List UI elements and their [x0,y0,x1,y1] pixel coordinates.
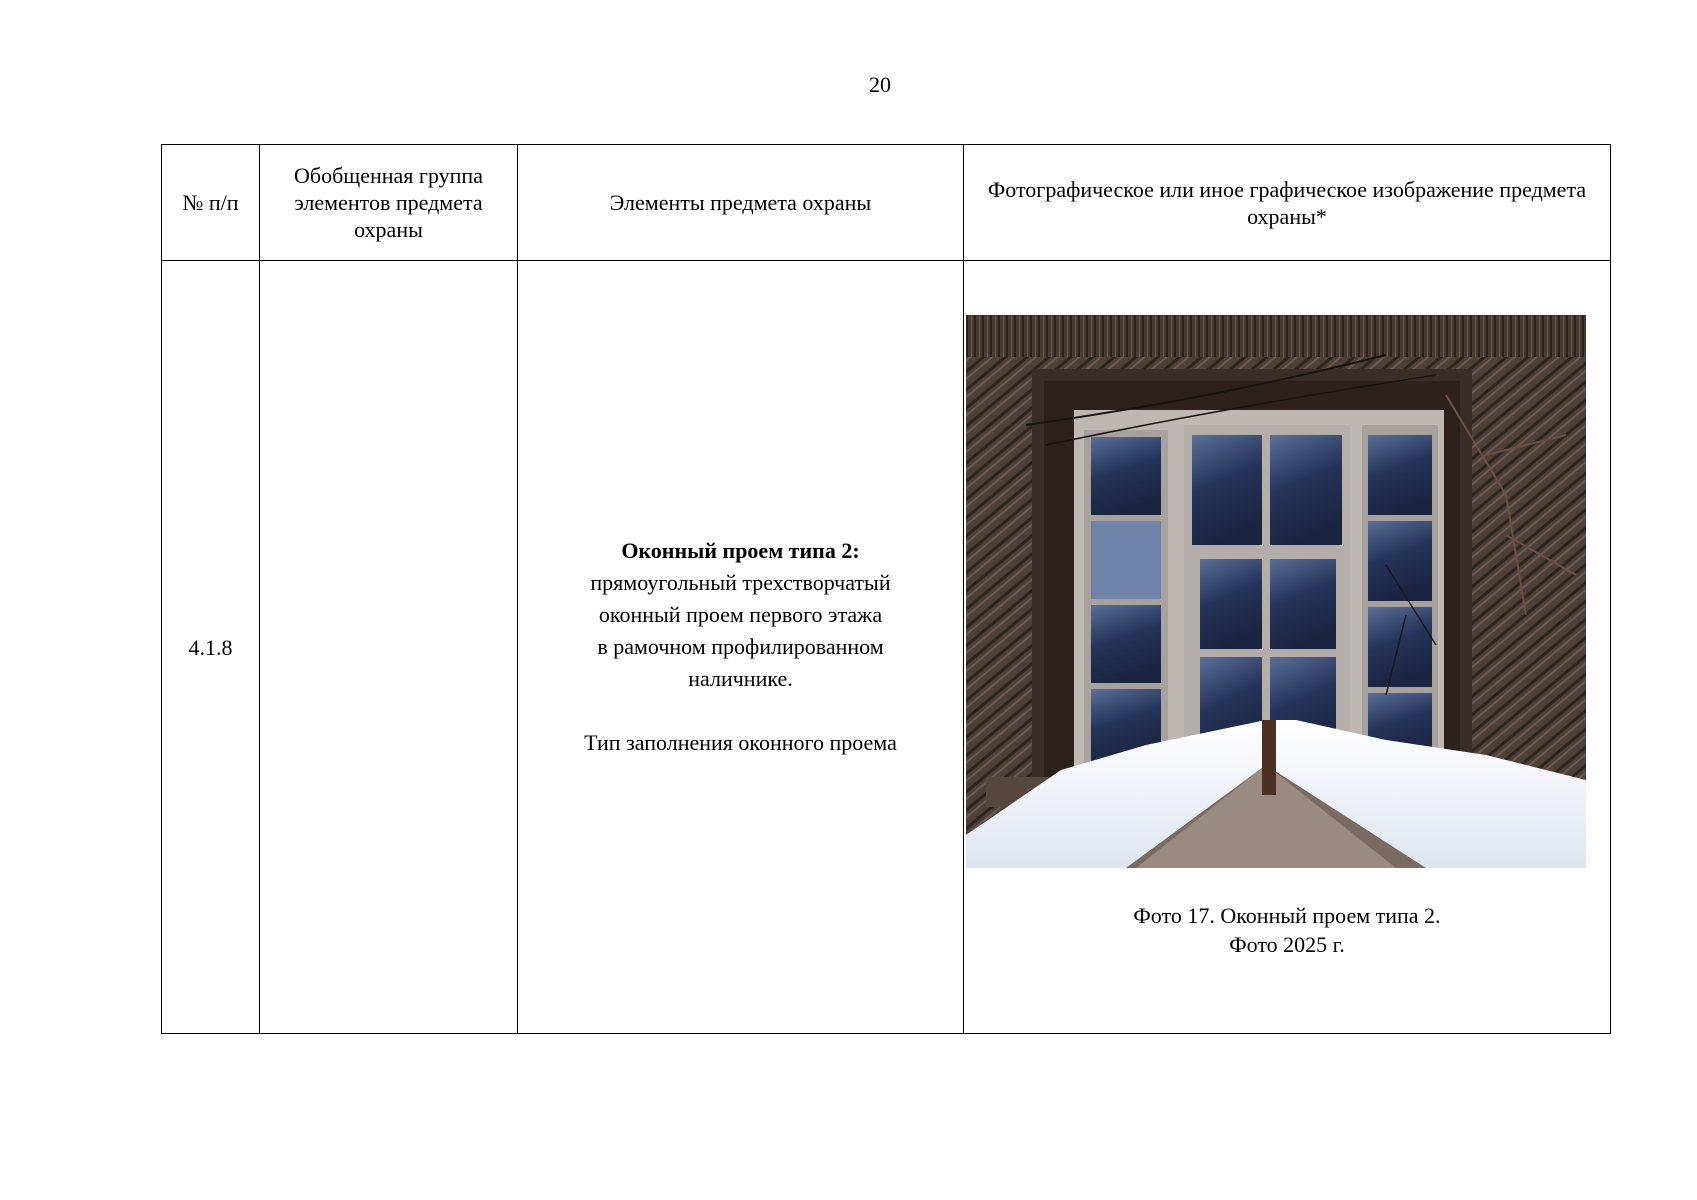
photo-caption-line: Фото 17. Оконный проем типа 2. [1133,903,1441,928]
header-photo: Фотографическое или иное графическое изображение предмета охраны* [964,145,1611,261]
header-group: Обобщенная группа элементов предмета охраны [260,145,518,261]
row-number: 4.1.8 [162,261,260,1034]
header-elements: Элементы предмета охраны [518,145,964,261]
window-photo [966,315,1586,868]
element-title: Оконный проем типа 2: [621,538,860,563]
table-row [162,261,1611,1034]
table-header-row [162,145,1611,261]
element-note: Тип заполнения оконного проема [584,730,897,755]
element-line: в рамочном профилированном [597,634,884,659]
protection-elements-table [161,144,1611,1034]
row-group [260,261,518,1034]
element-line: оконный проем первого этажа [598,602,883,627]
row-elements [518,261,964,1034]
row-photo [964,261,1611,1034]
photo-caption-line: Фото 2025 г. [1229,932,1345,957]
header-number: № п/п [162,145,260,261]
element-description [528,535,953,759]
page-number: 20 [869,72,891,97]
element-line: прямоугольный трехстворчатый [590,570,891,595]
element-line: наличнике. [688,666,793,691]
photo-caption [964,901,1610,959]
